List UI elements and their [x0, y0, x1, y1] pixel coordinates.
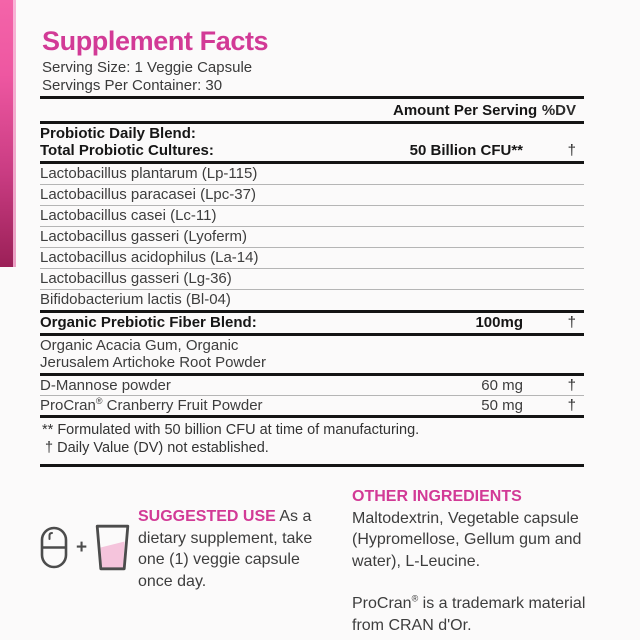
other-ingredients-label: OTHER INGREDIENTS [352, 488, 522, 505]
probiotic-name: Lactobacillus acidophilus (La-14) [40, 249, 259, 266]
other-ingredients-text: Maltodextrin, Vegetable capsule (Hypromellose, Gellum gum and water), L-Leucine. [352, 509, 582, 570]
suggested-use-label: SUGGESTED USE [138, 508, 276, 525]
fiber-ingredients-row [40, 333, 584, 373]
other-ingredients-paragraph [352, 486, 610, 572]
usage-icons [40, 524, 130, 571]
dmannose-dv: † [567, 376, 576, 394]
dmannose-row [40, 373, 584, 395]
column-percent-dv: %DV [541, 101, 576, 119]
procran-name [40, 395, 393, 414]
glass-icon [95, 524, 130, 571]
fiber-ingredients [40, 338, 584, 371]
probiotic-blend-name [40, 126, 393, 159]
procran-dv: † [567, 396, 576, 414]
probiotic-blend-amount: 50 Billion CFU** [409, 141, 523, 159]
servings-per-container: Servings Per Container: 30 [42, 77, 223, 94]
probiotic-name: Lactobacillus plantarum (Lp-115) [40, 165, 258, 182]
footnotes [40, 415, 584, 464]
trademark-brand: ProCran [352, 595, 412, 612]
probiotic-blend-row [40, 121, 584, 161]
table-row [40, 289, 584, 310]
table-row [40, 205, 584, 226]
column-amount-per-serving: Amount Per Serving [393, 101, 538, 119]
plus-icon: + [76, 536, 88, 558]
serving-info [42, 59, 252, 95]
probiotic-name: Lactobacillus gasseri (Lg-36) [40, 270, 232, 287]
footnote-cfu: ** Formulated with 50 billion CFU at time of manufacturing. [42, 422, 420, 438]
procran-row [40, 395, 584, 415]
probiotic-name: Lactobacillus gasseri (Lyoferm) [40, 228, 248, 245]
trademark-note [352, 593, 610, 636]
fiber-blend-row [40, 310, 584, 333]
procran-amount: 50 mg [481, 396, 523, 414]
suggested-use-text: As a dietary supplement, take one (1) veggie capsule once day. [138, 508, 313, 590]
probiotic-blend-line2: Total Probiotic Cultures: [40, 141, 214, 159]
other-ingredients-block [352, 486, 610, 636]
registered-mark: ® [411, 593, 419, 604]
table-row [40, 268, 584, 289]
fiber-ingredients-line2: Jerusalem Artichoke Root Powder [40, 353, 266, 371]
accent-gradient-bar [0, 0, 13, 267]
table-row [40, 226, 584, 247]
table-row [40, 184, 584, 205]
procran-rest: Cranberry Fruit Powder [102, 396, 263, 414]
registered-mark: ® [95, 395, 103, 406]
facts-table [40, 96, 584, 467]
probiotic-name: Lactobacillus casei (Lc-11) [40, 207, 217, 224]
dmannose-name: D-Mannose powder [40, 376, 171, 394]
dmannose-amount: 60 mg [481, 376, 523, 394]
probiotic-blend-line1: Probiotic Daily Blend: [40, 125, 196, 142]
page-title: Supplement Facts [42, 26, 269, 56]
serving-size: Serving Size: 1 Veggie Capsule [42, 59, 253, 76]
fiber-ingredients-line1: Organic Acacia Gum, Organic [40, 337, 239, 354]
procran-brand: ProCran [40, 396, 96, 414]
fiber-blend-name: Organic Prebiotic Fiber Blend: [40, 314, 257, 331]
suggested-use-block [138, 506, 316, 592]
trademark-rest: is a trademark material from CRAN d'Or. [352, 595, 586, 634]
table-row [40, 247, 584, 268]
footnote-dv: † Daily Value (DV) not established. [45, 439, 269, 456]
fiber-blend-amount: 100mg [475, 314, 523, 331]
table-header-row [40, 99, 584, 121]
probiotic-name: Bifidobacterium lactis (Bl-04) [40, 291, 231, 308]
probiotic-name: Lactobacillus paracasei (Lpc-37) [40, 186, 256, 203]
capsule-icon [40, 526, 68, 569]
probiotic-blend-dv: † [567, 141, 576, 159]
table-row [40, 161, 584, 184]
fiber-blend-dv: † [567, 314, 576, 331]
